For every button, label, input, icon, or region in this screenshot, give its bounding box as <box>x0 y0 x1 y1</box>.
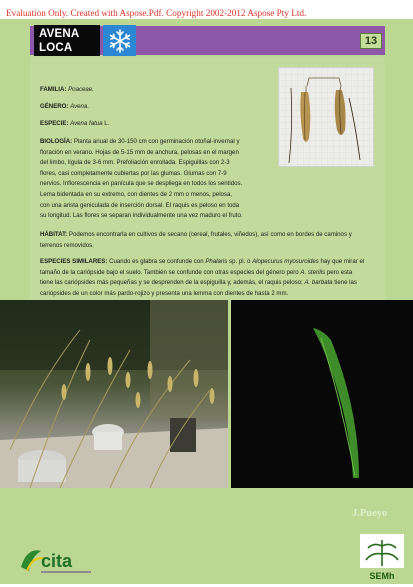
cita-logo <box>17 541 97 581</box>
genero-label: GÉNERO: <box>40 103 69 110</box>
biologia-line: flores, casi completamente cubiertas por las glumas. Glumas con 7-9 <box>40 169 227 177</box>
similares-text: tiene las <box>332 279 357 287</box>
biologia-line: nervios. Inflorescencia en panícula que se despliega en todos los sentidos. <box>40 180 243 188</box>
title-line-1: AVENA <box>39 28 80 40</box>
biologia-block <box>40 137 276 222</box>
description-panel <box>30 57 385 300</box>
similares-taxon: A. barbata <box>304 279 333 287</box>
species-sheet <box>0 19 413 584</box>
biologia-line: Planta anual de 30-150 cm con germinación otoñal-invernal y <box>73 138 240 145</box>
similares-text: hay que mirar el <box>318 258 365 265</box>
biologia-line: Lema bidentada en su extremo, con dientes de 2 mm o menos, pelosa, <box>40 190 233 198</box>
similares-block <box>40 257 380 299</box>
field-photo <box>0 300 228 488</box>
habitat-label: HÁBITAT: <box>40 231 68 238</box>
familia-value: Poaceae. <box>68 86 94 93</box>
similares-text: pero esta <box>325 268 353 276</box>
snowflake-icon <box>103 25 136 56</box>
biologia-line: del limbo, lígula de 3-6 mm. Prefoliación enrollada. Espiguillas con 2-3 <box>40 159 230 167</box>
especie-line <box>40 119 109 130</box>
habitat-line: Podemos encontrarla en cultivos de secano (cereal, frutales, viñedos), así como en bordes de caminos y <box>68 231 352 238</box>
biologia-label: BIOLOGÍA: <box>40 138 73 145</box>
genero-line <box>40 102 89 113</box>
sheet-number-badge: 13 <box>360 33 382 49</box>
biologia-line: floración en verano. Hojas de 5-15 mm de anchura, pelosas en el margen <box>40 148 239 156</box>
especie-label: ESPECIE: <box>40 120 69 127</box>
biologia-line: su longitud. Las flores se separan individualmente una vez maduro el fruto. <box>40 212 243 220</box>
similares-taxon: A. sterilis <box>300 268 326 276</box>
similares-text: tamaño de la cariópside bajo el suelo. También se confunde con otras especies del género pero <box>40 268 301 276</box>
similares-text: tiene las cariópsides más pequeñas y se desprenden de la espiguilla y, además, el raquis peloso; <box>40 279 305 287</box>
similares-text: Cuando es glabra se confunde con <box>109 258 206 265</box>
cita-wordmark: cita <box>41 551 73 571</box>
species-title <box>34 25 100 56</box>
semh-logo <box>358 532 406 582</box>
habitat-line: terrenos removidos. <box>40 241 94 249</box>
similares-text: sp. pl. o <box>227 258 253 265</box>
especie-author: L. <box>102 120 110 127</box>
habitat-block <box>40 230 380 251</box>
similares-taxon: Alopecurus myosuroides <box>252 258 319 265</box>
similares-text: cariópsides de un color más pardo-rojizo y presenta una lemma con dientes de hasta 2 mm. <box>40 289 289 297</box>
familia-label: FAMILIA: <box>40 86 67 93</box>
genero-value: Avena. <box>70 103 90 110</box>
evaluation-watermark: Evaluation Only. Created with Aspose.Pdf. Copyright 2002-2012 Aspose Pty Ltd. <box>6 8 307 18</box>
specimen-photo <box>278 67 374 167</box>
title-line-2: LOCA <box>39 42 73 54</box>
biologia-line: con una arista geniculada de inserción dorsal. El raquis es peloso en toda <box>40 201 240 209</box>
semh-wordmark: SEMh <box>369 571 395 581</box>
similares-taxon: Phalaris <box>205 258 228 265</box>
similares-label: ESPECIES SIMILARES: <box>40 258 108 265</box>
photo-credit: J.Pueyo <box>352 508 388 519</box>
familia-line <box>40 85 94 96</box>
seedling-photo <box>231 300 413 488</box>
especie-value: Avena fatua <box>70 120 103 127</box>
